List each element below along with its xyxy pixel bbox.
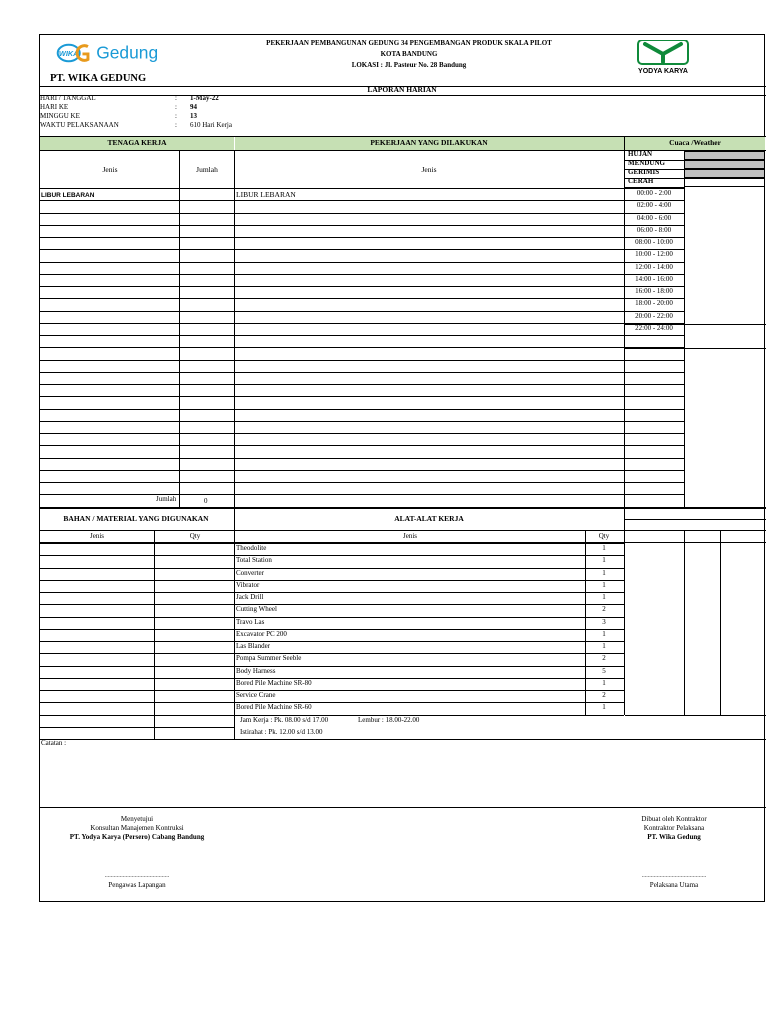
tool-name: Cutting Wheel [236, 605, 277, 613]
info-value: 13 [190, 112, 197, 120]
yodya-karya-logo [636, 40, 692, 76]
info-separator: : [175, 112, 177, 120]
tool-name: Pompa Summer Seeble [236, 654, 302, 662]
tool-qty: 1 [602, 593, 606, 601]
tool-name: Travo Las [236, 618, 265, 626]
weather-time-slot: 18:00 - 20:00 [635, 299, 673, 307]
info-label: MINGGU KE [40, 112, 80, 120]
weather-time-slot: 00:00 - 2:00 [636, 189, 672, 197]
tool-name: Body Harness [236, 667, 276, 675]
tool-qty: 1 [602, 642, 606, 650]
weather-time-slot: 22:00 - 24:00 [635, 324, 673, 332]
tool-qty: 2 [602, 605, 606, 613]
col-jenis-tenaga: Jenis [102, 165, 118, 174]
tool-name: Las Blander [236, 642, 271, 650]
sign-left-dots: ........................................... [104, 873, 170, 879]
tool-name: Service Crane [236, 691, 276, 699]
weather-time-slot: 10:00 - 12:00 [635, 250, 673, 258]
pekerjaan-header: PEKERJAAN YANG DILAKUKAN [370, 138, 488, 147]
tool-qty: 1 [602, 544, 606, 552]
col-jenis-pekerjaan: Jenis [421, 165, 437, 174]
project-city: KOTA BANDUNG [380, 50, 438, 58]
info-separator: : [175, 103, 177, 111]
sign-right-line2: Kontraktor Pelaksana [643, 824, 705, 832]
wika-gedung-logo [52, 42, 167, 64]
tool-name: Total Station [236, 556, 272, 564]
weather-time-slot: 14:00 - 16:00 [635, 275, 673, 283]
weather-time-slot: 16:00 - 18:00 [635, 287, 673, 295]
tool-qty: 3 [602, 618, 606, 626]
svg-text:WIKA: WIKA [58, 48, 79, 58]
weather-time-slot: 04:00 - 6:00 [636, 214, 672, 222]
weather-legend-swatch [684, 169, 765, 178]
report-title: LAPORAN HARIAN [367, 85, 437, 94]
sign-right-dots: ........................................... [641, 873, 707, 879]
weather-time-slot: 02:00 - 4:00 [636, 201, 672, 209]
tool-qty: 1 [602, 569, 606, 577]
catatan-label: Catatan : [41, 739, 67, 747]
weather-time-slot: 06:00 - 8:00 [636, 226, 672, 234]
tool-name: Theodolite [236, 544, 267, 552]
tool-qty: 1 [602, 556, 606, 564]
tool-name: Excavator PC 200 [236, 630, 287, 638]
weather-legend-mendung: MENDUNG [628, 159, 665, 167]
col-jumlah-tenaga: Jumlah [196, 165, 218, 174]
weather-legend-swatch [684, 178, 765, 187]
alat-col-jenis: Jenis [403, 532, 417, 540]
jumlah-label: Jumlah [156, 495, 177, 503]
weather-legend-hujan: HUJAN [628, 150, 653, 158]
info-label: HARI KE [40, 103, 69, 111]
info-separator: : [175, 94, 177, 102]
alat-header: ALAT-ALAT KERJA [394, 514, 464, 523]
istirahat: Istirahat : Pk. 12.00 s/d 13.00 [240, 728, 323, 736]
cuaca-header: Cuaca /Weather [669, 138, 721, 147]
tool-name: Jack Drill [236, 593, 264, 601]
bahan-header: BAHAN / MATERIAL YANG DIGUNAKAN [63, 514, 209, 523]
sign-right-line1: Dibuat oleh Kontraktor [641, 815, 707, 823]
tool-name: Converter [236, 569, 264, 577]
tool-qty: 1 [602, 679, 606, 687]
tool-name: Vibrator [236, 581, 260, 589]
info-value: 94 [190, 103, 197, 111]
lembur: Lembur : 18.00-22.00 [358, 716, 420, 724]
weather-legend-cerah: CERAH [628, 177, 654, 185]
weather-legend-swatch [684, 160, 765, 169]
sign-left-role: Pengawas Lapangan [108, 881, 166, 889]
tool-qty: 1 [602, 703, 606, 711]
jam-kerja: Jam Kerja : Pk. 08.00 s/d 17.00 [240, 716, 329, 724]
alat-col-qty: Qty [598, 532, 610, 540]
tenaga-kerja-header: TENAGA KERJA [107, 138, 167, 147]
weather-time-slot: 20:00 - 22:00 [635, 312, 673, 320]
weather-legend-swatch [684, 151, 765, 160]
company-name: PT. WIKA GEDUNG [50, 73, 147, 84]
tool-qty: 5 [602, 667, 606, 675]
tool-qty: 1 [602, 581, 606, 589]
weather-time-slot: 12:00 - 14:00 [635, 263, 673, 271]
tool-qty: 1 [602, 630, 606, 638]
tool-qty: 2 [602, 691, 606, 699]
svg-text:Gedung: Gedung [96, 42, 159, 63]
info-label: HARI / TANGGAL [40, 94, 96, 102]
info-separator: : [175, 121, 177, 129]
info-value: 610 Hari Kerja [190, 121, 232, 129]
project-title: PEKERJAAN PEMBANGUNAN GEDUNG 34 PENGEMBANGAN PRODUK SKALA PILOT [266, 39, 552, 47]
tool-name: Bored Pile Machine SR-80 [236, 679, 312, 687]
tenaga-row-1: LIBUR LEBARAN [41, 192, 95, 199]
project-location: LOKASI : Jl. Pasteur No. 28 Bandung [351, 61, 467, 69]
jumlah-value: 0 [204, 497, 208, 505]
sign-right-line3: PT. Wika Gedung [647, 833, 701, 841]
sign-left-line3: PT. Yodya Karya (Persero) Cabang Bandung [69, 833, 205, 841]
weather-time-slot: 08:00 - 10:00 [635, 238, 673, 246]
bahan-col-qty: Qty [189, 532, 201, 540]
pekerjaan-row-1: LIBUR LEBARAN [236, 190, 296, 199]
sign-right-role: Pelaksana Utama [649, 881, 699, 889]
sign-left-line1: Menyetujui [120, 815, 154, 823]
sign-left-line2: Konsultan Manajemen Kontruksi [90, 824, 184, 832]
info-label: WAKTU PELAKSANAAN [40, 121, 119, 129]
bahan-col-jenis: Jenis [90, 532, 104, 540]
svg-text:YODYA KARYA: YODYA KARYA [638, 68, 688, 75]
tool-name: Bored Pile Machine SR-60 [236, 703, 312, 711]
info-value: 1-May-22 [190, 94, 219, 102]
tool-qty: 2 [602, 654, 606, 662]
weather-legend-gerimis: GERIMIS [628, 168, 660, 176]
